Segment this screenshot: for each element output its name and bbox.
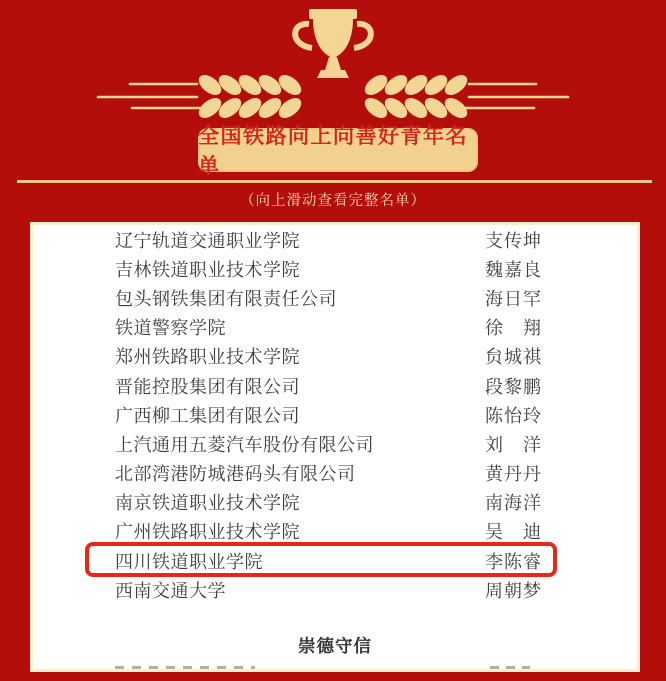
org-name: 南京铁道职业技术学院 xyxy=(115,493,300,514)
org-name: 北部湾港防城港码头有限公司 xyxy=(115,464,356,485)
person-name: 南海洋 xyxy=(485,493,542,514)
clipped-next-row-org xyxy=(115,666,255,671)
org-name: 铁道警察学院 xyxy=(115,318,226,339)
laurel-right-icon xyxy=(361,71,471,122)
org-name: 广西柳工集团有限公司 xyxy=(115,405,300,426)
org-name: 吉林铁道职业技术学院 xyxy=(115,259,300,280)
trophy-icon xyxy=(295,9,371,78)
person-name: 支传坤 xyxy=(485,230,542,251)
list-row xyxy=(85,488,557,517)
person-name: 刘 洋 xyxy=(485,434,542,455)
person-name: 吴 迪 xyxy=(485,522,542,543)
org-name: 上汽通用五菱汽车股份有限公司 xyxy=(115,434,374,455)
list-row xyxy=(85,575,557,604)
list-row xyxy=(85,283,557,312)
person-name: 黄丹丹 xyxy=(485,464,542,485)
divider-line xyxy=(17,180,652,183)
list-row xyxy=(85,225,557,254)
org-name: 西南交通大学 xyxy=(115,580,226,601)
list-row xyxy=(85,429,557,458)
scroll-hint-text: （向上滑动查看完整名单） xyxy=(240,193,426,209)
list-row xyxy=(85,371,557,400)
org-name: 广州铁路职业技术学院 xyxy=(115,522,300,543)
speed-lines xyxy=(98,84,568,108)
person-name: 陈怡玲 xyxy=(485,405,542,426)
org-name: 四川铁道职业学院 xyxy=(115,551,263,572)
clipped-next-row-name xyxy=(490,666,530,671)
section-heading: 崇德守信 xyxy=(298,636,372,657)
person-name: 段黎鹏 xyxy=(485,376,542,397)
org-name: 郑州铁路职业技术学院 xyxy=(115,347,300,368)
list-row xyxy=(85,459,557,488)
org-name: 辽宁轨道交通职业学院 xyxy=(115,230,300,251)
list-row xyxy=(85,342,557,371)
list-panel xyxy=(30,222,640,672)
header-decoration xyxy=(0,0,666,130)
title-banner xyxy=(198,125,478,178)
list-row xyxy=(85,313,557,342)
award-list xyxy=(85,225,557,604)
laurel-left-icon xyxy=(195,71,305,122)
person-name: 周朝梦 xyxy=(485,580,542,601)
person-name: 李陈睿 xyxy=(485,551,542,572)
person-name: 魏嘉良 xyxy=(485,259,542,280)
list-row-highlighted xyxy=(85,546,557,575)
page-title: 全国铁路向上向善好青年名单 xyxy=(198,125,468,178)
person-name: 海日罕 xyxy=(485,288,542,309)
org-name: 晋能控股集团有限公司 xyxy=(115,376,300,397)
list-row xyxy=(85,400,557,429)
org-name: 包头钢铁集团有限责任公司 xyxy=(115,288,337,309)
person-name: 徐 翔 xyxy=(485,318,542,339)
person-name: 贠城祺 xyxy=(485,347,542,368)
list-row xyxy=(85,517,557,546)
list-row xyxy=(85,254,557,283)
